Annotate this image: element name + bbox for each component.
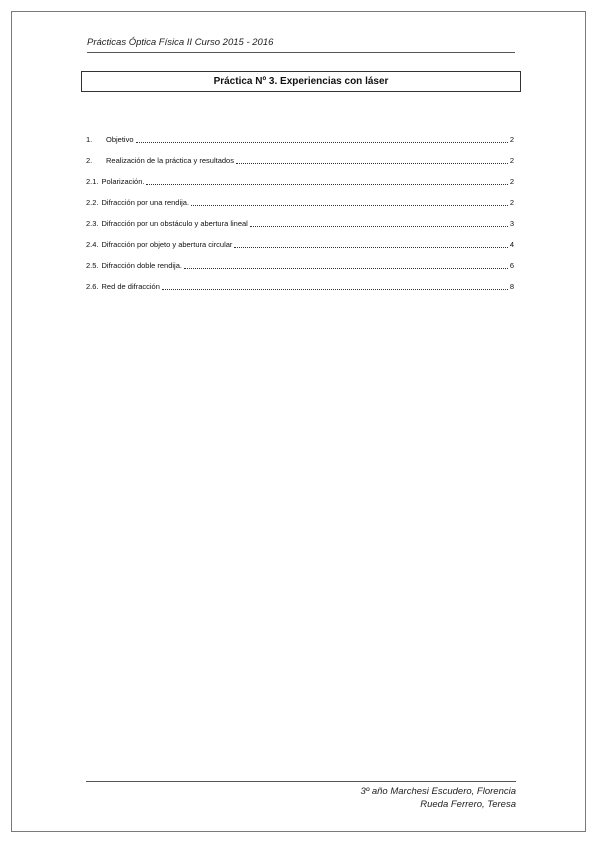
toc-leader-dots [191,204,508,206]
toc-entry-difraccion-circular[interactable] [86,239,514,251]
footer-rule [86,781,516,782]
toc-number: 2.4. [86,240,99,249]
toc-entry-polarizacion[interactable] [86,176,514,188]
toc-entry-red-difraccion[interactable] [86,281,514,293]
toc-label: Difracción doble rendija. [101,261,182,270]
page-footer [216,785,516,811]
toc-number: 2.1. [86,177,99,186]
toc-label: Realización de la práctica y resultados [106,156,234,165]
toc-entry-difraccion-obstaculo[interactable] [86,218,514,230]
toc-entry-difraccion-rendija[interactable] [86,197,514,209]
toc-leader-dots [162,288,508,290]
toc-label: Difracción por objeto y abertura circular [101,240,233,249]
toc-page-number: 2 [509,135,514,144]
toc-page-number: 3 [509,219,514,228]
toc-entry-realizacion[interactable] [86,155,514,167]
toc-label: Objetivo [106,135,134,144]
toc-label: Red de difracción [101,282,160,291]
toc-entry-objetivo[interactable] [86,134,514,146]
toc-label: Difracción por un obstáculo y abertura lineal [101,219,248,228]
running-header: Prácticas Óptica Física II Curso 2015 - 2016 [87,37,515,53]
toc-leader-dots [146,183,507,185]
toc-page-number: 6 [509,261,514,270]
toc-leader-dots [250,225,508,227]
toc-number: 2. [86,156,93,165]
toc-number: 2.5. [86,261,99,270]
toc-number: 2.2. [86,198,99,207]
toc-leader-dots [236,162,508,164]
toc-page-number: 2 [509,198,514,207]
toc-page-number: 2 [509,177,514,186]
toc-entry-doble-rendija[interactable] [86,260,514,272]
footer-line-authors-2: Rueda Ferrero, Teresa [420,799,516,810]
toc-number: 1. [86,135,93,144]
toc-leader-dots [136,141,508,143]
toc-leader-dots [234,246,507,248]
toc-page-number: 2 [509,156,514,165]
toc-page-number: 8 [509,282,514,291]
toc-number: 2.3. [86,219,99,228]
toc-page-number: 4 [509,240,514,249]
toc-label: Difracción por una rendija. [101,198,190,207]
footer-line-authors-1: 3º año Marchesi Escudero, Florencia [360,786,516,797]
document-title: Práctica Nº 3. Experiencias con láser [81,71,521,92]
toc-number: 2.6. [86,282,99,291]
toc-label: Polarización. [101,177,145,186]
toc-leader-dots [184,267,508,269]
